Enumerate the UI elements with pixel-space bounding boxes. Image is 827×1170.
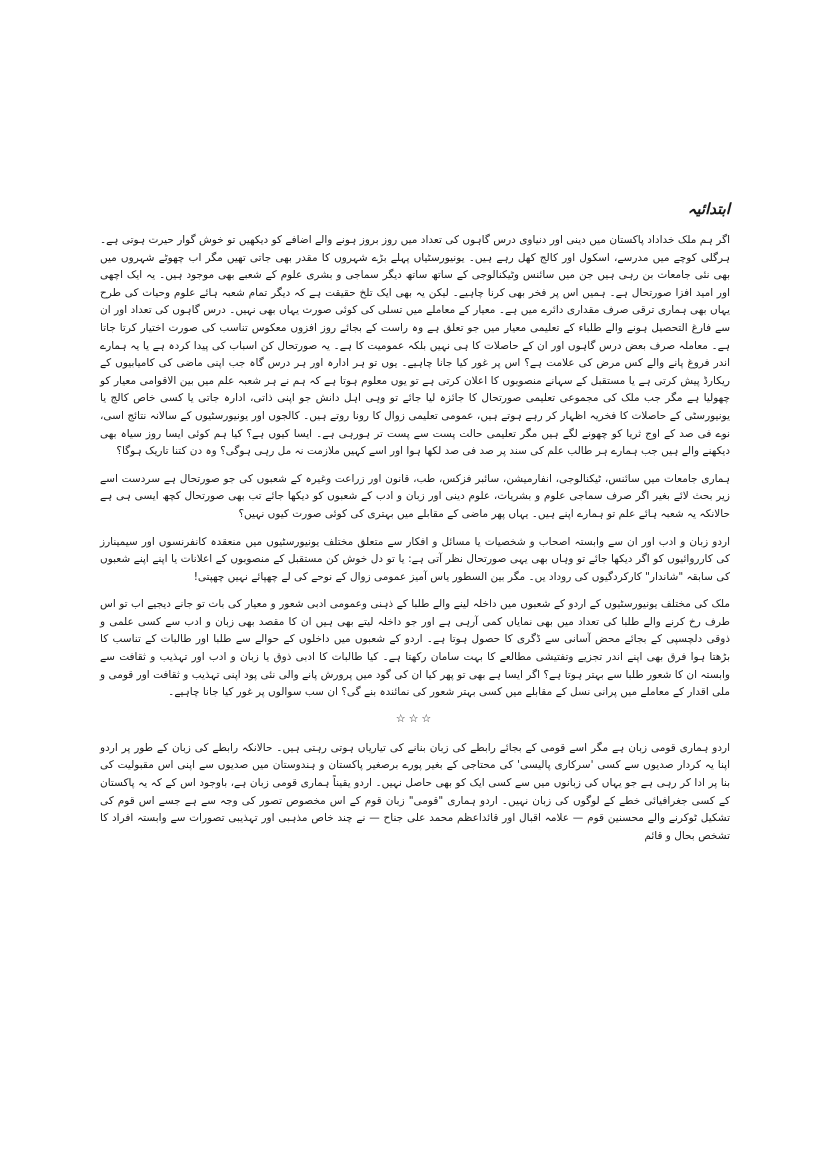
body-paragraph: ہماری جامعات میں سائنس، ٹیکنالوجی، انفارمیشن، سائبر فزکس، طب، قانون اور زراعت وغیرہ کے شعبوں کی جو صورتحال ہے سردست اسے زیر بحث لائے بغیر اگر صرف سماجی علوم و بشریات، علوم دینی اور زبان و ادب کے شعبوں کو دیکھا جائے تب بھی صورتحال کچھ ایسی ہی ہے حالانکہ یہ شعبہ ہائے علم تو ہمارے اپنے ہیں۔ یہاں پھر ماضی کے مقابلے میں بہتری کی کوئی صورت کیوں نہیں؟ (100, 472, 730, 520)
page-content (100, 198, 730, 855)
page-heading: ابتدائیہ (687, 200, 730, 218)
closing-paragraph: اردو ہماری قومی زبان ہے مگر اسے قومی کے بجائے رابطے کی زبان بنانے کی تیاریاں ہوتی رہتی ہیں۔ حالانکہ رابطے کی زبان کے طور پر اردو اپنا یہ کردار صدیوں سے کسی 'سرکاری پالیسی' کی محتاجی کے بغیر پورے برصغیر پاکستان و ہندوستان میں صدیوں سے اپنی اس مقبولیت کی بنا پر ادا کر رہی ہے جو یہاں کی زبانوں میں سے کسی ایک کو بھی حاصل نہیں۔ اردو یقیناً ہماری قومی زبان ہے، باوجود اس کے کہ یہ پاکستان کے کسی جغرافیائی خطے کے لوگوں کی زبان نہیں۔ اردو ہماری "قومی" زبان قوم کے اس مخصوص تصور کی وجہ سے ہے جسے اس قوم کی تشکیل ٹوکرنے والے محسنین قوم — علامہ اقبال اور قائداعظم محمد علی جناح — نے چند خاص مذہبی اور تہذیبی تصورات سے وابستہ افراد کا تشخص بحال و قائم (100, 741, 730, 842)
section-separator: ☆☆☆ (395, 711, 435, 725)
body-paragraph: اردو زبان و ادب اور ان سے وابستہ اصحاب و شخصیات یا مسائل و افکار سے متعلق مختلف یونیورسٹیوں میں منعقدہ کانفرنسوں اور سیمینارز کی کارروائیوں کو اگر دیکھا جائے تو وہاں بھی یہی صورتحال نظر آتی ہے: یا تو دل خوش کن مستقبل کے منصوبوں کے اعلانات یا اپنے اپنے شعبوں کی سابقہ "شاندار" کارکردگیوں کی روداد یں۔ مگر بین السطور یاس آمیز عمومی زوال کے نوحے کی لے چھپائے نہیں چھپتی! (100, 535, 730, 583)
body-paragraph: ملک کی مختلف یونیورسٹیوں کے اردو کے شعبوں میں داخلہ لینے والے طلبا کے ذہنی وعمومی ادبی شعور و معیار کی بات تو جانے دیجیے اب تو اس طرف رخ کرنے والے طلبا کی تعداد میں بھی نمایاں کمی آرہی ہے اور جو داخلہ لیتے بھی ہیں ان کا مقصد بھی زبان و ادب سے کسی علمی و ذوقی دلچسپی کے بجائے محض آسانی سے ڈگری کا حصول ہوتا ہے۔ اردو کے شعبوں میں داخلوں کے حوالے سے طلبا اور طالبات کے تناسب کا بڑھتا ہوا فرق بھی اپنے اندر تجزیے وتفتیشی مطالعے کا بہت سامان رکھتا ہے۔ کیا طالبات کا ادبی ذوق یا زبان و ادب اور تہذیب و ثقافت سے وابستہ ان کا شعور طلبا سے بہتر ہوتا ہے؟ اگر ایسا ہے بھی تو پھر کیا ان کی گود میں پرورش پانے والی نئی پود اپنی تہذیب و ثقافت اور قومی و ملی اقدار کے معاملے میں پرانی نسل کے مقابلے میں کسی بہتر شعور کی نمائندہ بنے گی؟ ان سب سوالوں پر غور کیا جانا چاہیے۔ (100, 598, 730, 699)
intro-paragraph: اگر ہم ملک خداداد پاکستان میں دینی اور دنیاوی درس گاہوں کی تعداد میں روز بروز ہونے والے اضافے کو دیکھیں تو خوش گوار حیرت ہوتی ہے۔ ہرگلی کوچے میں مدرسے، اسکول اور کالج کھل رہے ہیں۔ یونیورسٹیاں پہلے بڑے شہروں کا مقدر بھی جاتی تھیں مگر اب چھوٹے شہروں میں بھی نئی جامعات بن رہی ہیں جن میں سائنس وٹیکنالوجی کے ساتھ ساتھ دیگر سماجی و بشری علوم کے شعبے بھی موجود ہیں۔ یہ ایک اچھی اور امید افزا صورتحال ہے۔ ہمیں اس پر فخر بھی کرنا چاہیے۔ لیکن یہ بھی ایک تلخ حقیقت ہے کہ دیگر تمام شعبہ ہائے علوم وحیات کی طرح یہاں بھی ہماری ترقی صرف مقداری دائرے میں ہے۔ معیار کے معاملے میں تسلی کی کوئی صورت یہاں بھی نہیں۔ درس گاہوں کی تعداد اور ان سے فارغ التحصیل ہونے والے طلباء کے تعلیمی معیار میں جو تعلق ہے وہ راست کے بجائے روز افزوں معکوس تناسب کی صورت اختیار کرتا جاتا ہے۔ معاملہ صرف بعض درس گاہوں اور ان کے حاصلات کا ہی نہیں بلکہ عمومیت کا ہے۔ یہ صورتحال کن اسباب کی پیدا کردہ ہے یا یہ ہمارے اندر فروغ پانے والے کس مرض کی علامت ہے؟ اس پر غور کیا جانا چاہیے۔ یوں تو ہر ادارہ اور ہر درس گاہ جب اپنی ماضی کی کامیابیوں کے ریکارڈ پیش کرتی ہے یا مستقبل کے سہانے منصوبوں کا اعلان کرتی ہے تو یوں معلوم ہوتا ہے کہ ہم نے ہر شعبہ علم میں بین الاقوامی معیار کو چھولیا ہے مگر جب ملک کی مجموعی تعلیمی صورتحال کا جائزہ لیا جائے تو وہی اہل دانش جو اپنی ذاتی، ادارہ جاتی یا کسی خاص کالج یا یونیورسٹی کے حاصلات کا فخریہ اظہار کر رہے ہوتے ہیں، عمومی تعلیمی زوال کا رونا روتے ہیں۔ کالجوں اور یونیورسٹیوں کے سالانہ نتائج اسی، نوے فی صد کے اوج ثریا کو چھونے لگے ہیں مگر تعلیمی حالت پست سے پست تر ہورہی ہے۔ ایسا کیوں ہے؟ کیا ہم کوئی ایسا روز سیاہ بھی دیکھنے والے ہیں جب ہمارے ہر طالب علم کی سند پر صد فی صد لکھا ہوا اور اسے کہیں ملازمت نہ مل رہی ہوگی؟ وہ دن کتنا تاریک ہوگا؟ (100, 234, 730, 458)
